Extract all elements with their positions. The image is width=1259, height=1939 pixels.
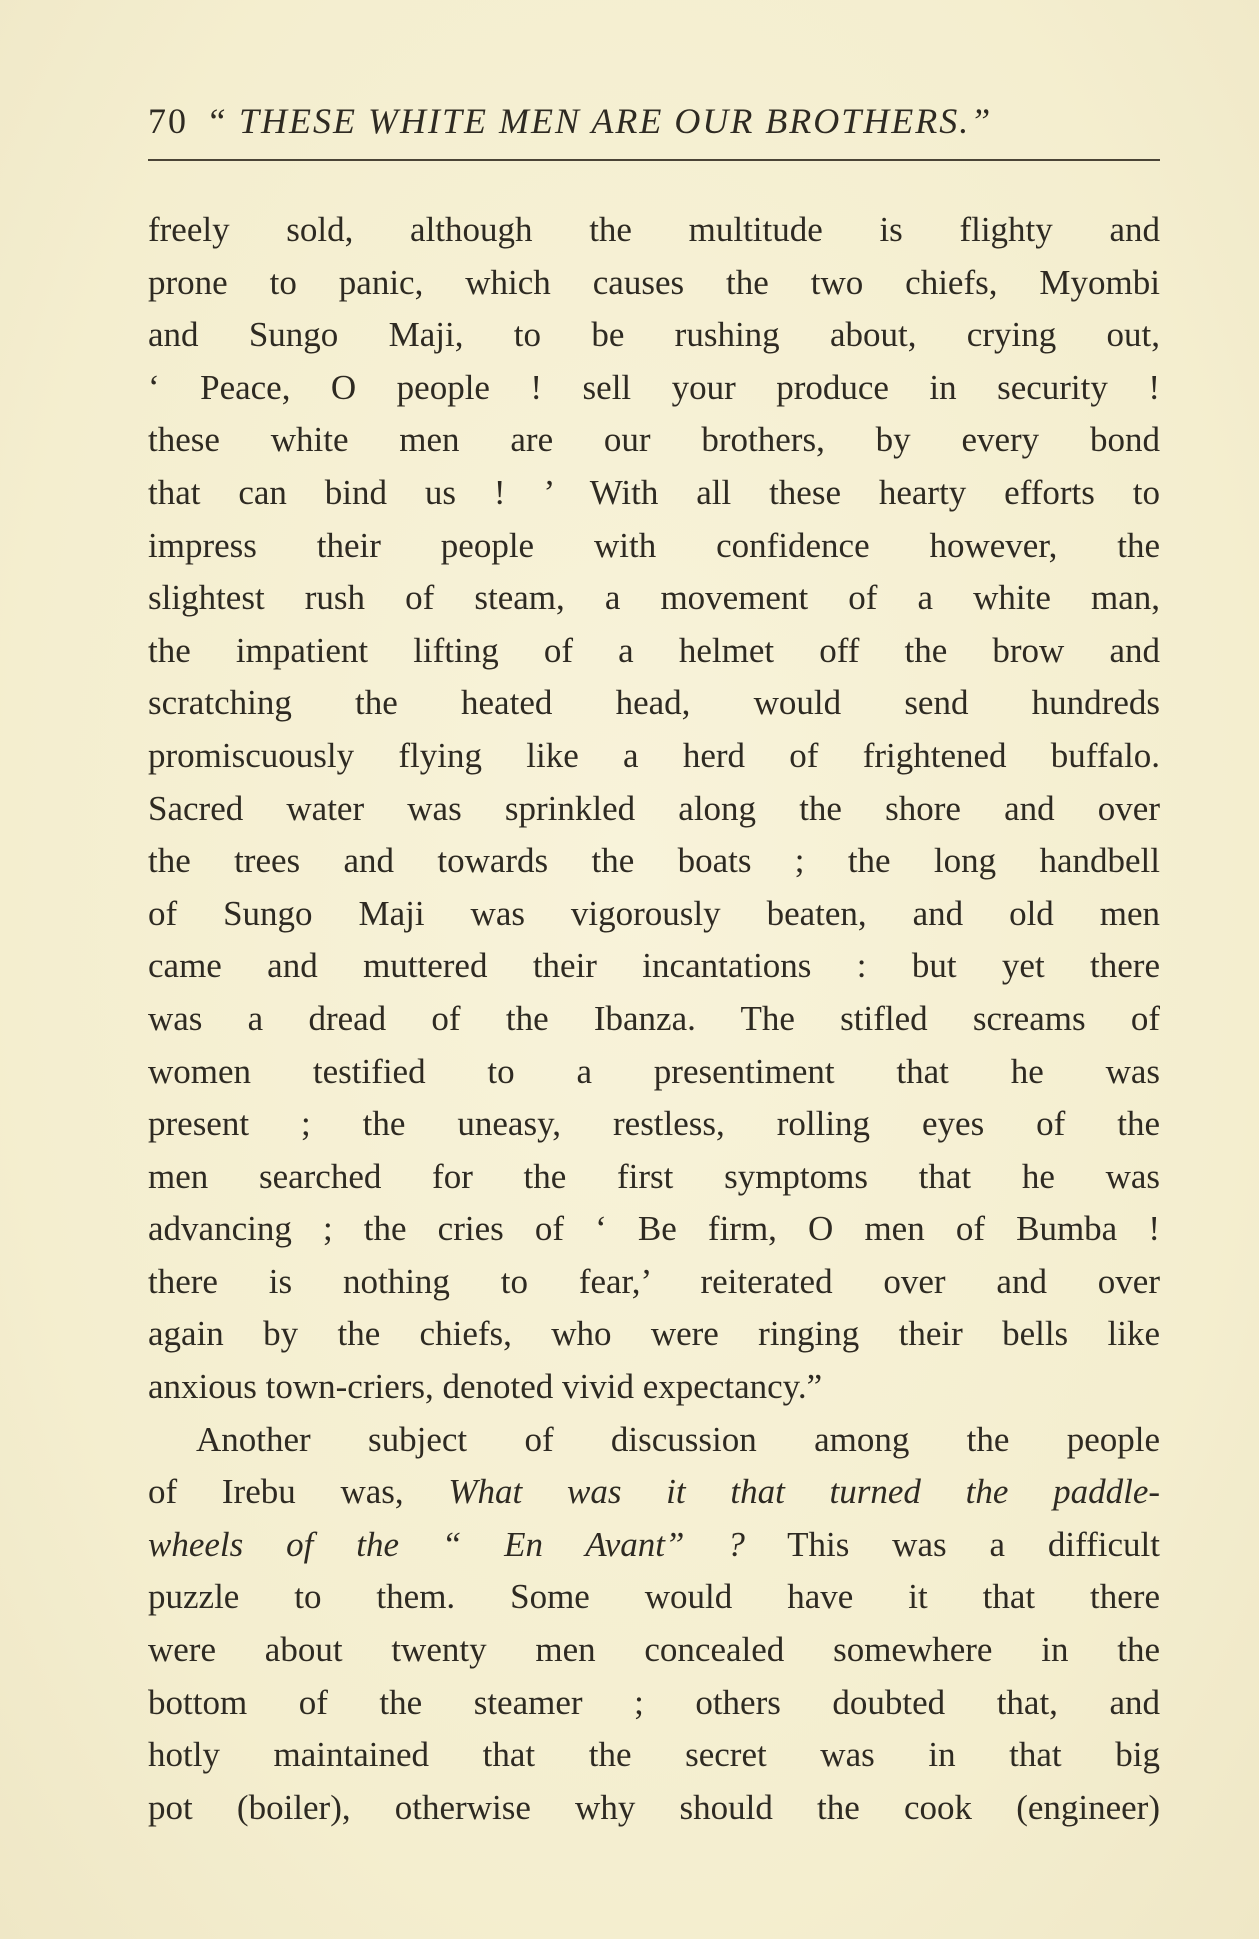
text-line: Sacred water was sprinkled along the shore and over — [148, 788, 1160, 828]
text-line: the impatient lifting of a helmet off the brow and — [148, 630, 1160, 670]
text-line: and Sungo Maji, to be rushing about, crying out, — [148, 315, 1160, 355]
text-line: freely sold, although the multitude is flighty and — [148, 210, 1160, 249]
text-line: scratching the heated head, would send hundreds — [148, 683, 1160, 723]
text-line: impress their people with confidence however, the — [148, 525, 1160, 565]
text-line: that can bind us ! ’ With all these hearty efforts to — [148, 472, 1160, 512]
text-line: promiscuously flying like a herd of frightened buffalo. — [148, 735, 1160, 775]
text-line: were about twenty men concealed somewhere in the — [148, 1630, 1160, 1670]
text-line: came and muttered their incantations : but yet there — [148, 946, 1160, 986]
text-line: these white men are our brothers, by every bond — [148, 420, 1160, 460]
text-line: slightest rush of steam, a movement of a white man, — [148, 578, 1160, 618]
text-line: puzzle to them. Some would have it that there — [148, 1577, 1160, 1617]
body-text — [148, 204, 1160, 1834]
text-line: hotly maintained that the secret was in that big — [148, 1735, 1160, 1775]
text-line-mixed — [148, 1519, 1160, 1572]
running-head — [148, 100, 1160, 156]
text-line: ‘ Peace, O people ! sell your produce in security ! — [148, 367, 1160, 407]
text-line: again by the chiefs, who were ringing their bells like — [148, 1314, 1160, 1354]
text-fragment: This was a difficult — [787, 1524, 1160, 1564]
italic-question: wheels of the “ En Avant” ? — [148, 1524, 745, 1564]
paragraph-start-line: Another subject of discussion among the people — [196, 1419, 1160, 1459]
page-number: 70 — [148, 101, 188, 141]
text-line: the trees and towards the boats ; the long handbell — [148, 841, 1160, 881]
chapter-title: “ THESE WHITE MEN ARE OUR BROTHERS.” — [206, 101, 993, 141]
text-fragment: of Irebu was, — [148, 1472, 404, 1512]
header-rule — [148, 159, 1160, 161]
text-line: prone to panic, which causes the two chiefs, Myombi — [148, 262, 1160, 302]
paragraph-end-line: anxious town-criers, denoted vivid expectancy.” — [148, 1367, 823, 1407]
italic-question: What was it that turned the paddle- — [448, 1472, 1160, 1512]
text-line: present ; the uneasy, restless, rolling eyes of the — [148, 1104, 1160, 1144]
text-line: of Sungo Maji was vigorously beaten, and old men — [148, 893, 1160, 933]
text-line: advancing ; the cries of ‘ Be firm, O men of Bumba ! — [148, 1209, 1160, 1249]
text-line: there is nothing to fear,’ reiterated over and over — [148, 1261, 1160, 1301]
text-line: men searched for the first symptoms that he was — [148, 1156, 1160, 1196]
text-line: bottom of the steamer ; others doubted that, and — [148, 1682, 1160, 1722]
text-line: women testified to a presentiment that he was — [148, 1051, 1160, 1091]
text-line: pot (boiler), otherwise why should the cook (engineer) — [148, 1787, 1160, 1827]
text-line-mixed — [148, 1466, 1160, 1519]
text-line: was a dread of the Ibanza. The stifled screams of — [148, 998, 1160, 1038]
